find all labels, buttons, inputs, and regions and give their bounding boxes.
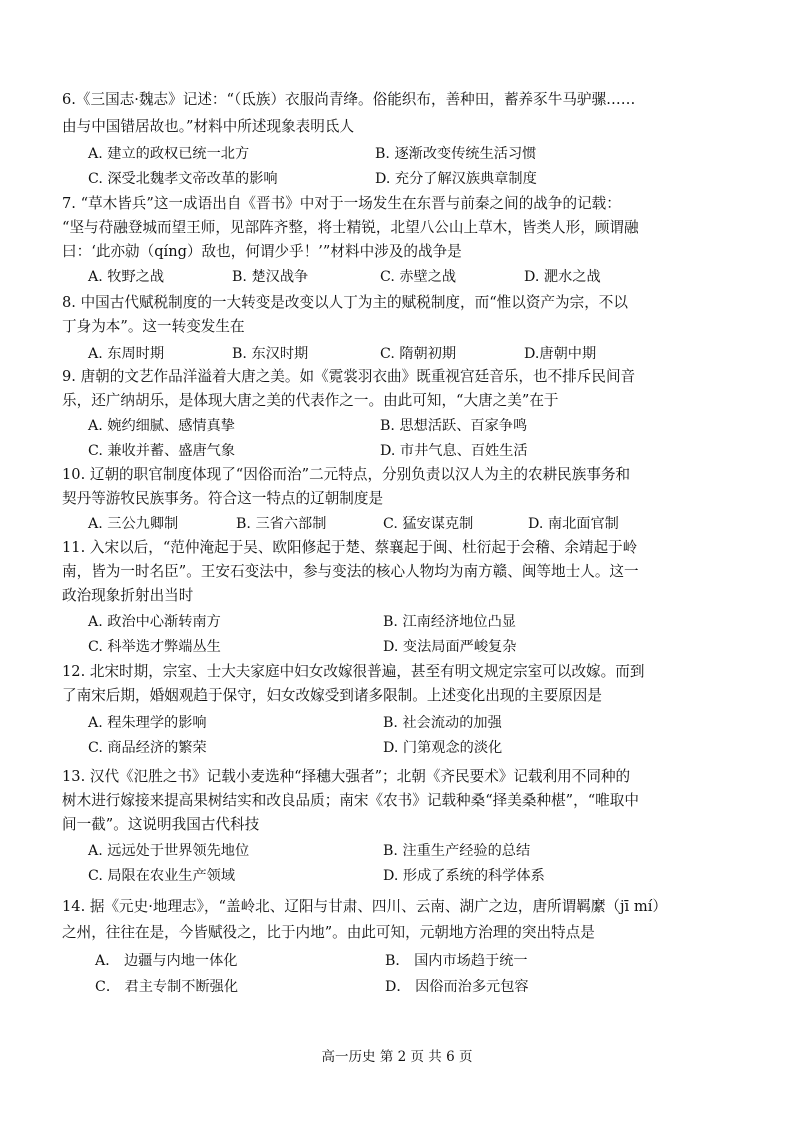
question-stem-line: 曰：‘此亦勍（qíng）敌也，何谓少乎！’”材料中涉及的战争是 [62,243,462,260]
question-stem-line: 了南宋后期，婚姻观趋于保守，妇女改嫁受到诸多限制。上述变化出现的主要原因是 [62,687,602,704]
question-stem-line: 南，皆为一时名臣”。王安石变法中，参与变法的核心人物均为南方赣、闽等地士人。这一 [62,563,639,580]
question-stem-line: 14. 据《元史·地理志》，“盖岭北、辽阳与甘肃、四川、云南、湖广之边，唐所谓羁縻（jī mí） [62,898,667,915]
option-b: B. 三省六部制 [236,516,327,532]
question-stem-line: 丁身为本”。这一转变发生在 [62,318,245,335]
question-stem-line: 乐，还广纳胡乐，是体现大唐之美的代表作之一。由此可知，“大唐之美”在于 [62,392,559,409]
question-stem-line: 9. 唐朝的文艺作品洋溢着大唐之美。如《霓裳羽衣曲》既重视宫廷音乐，也不排斥民间音 [62,368,636,385]
option-c: C. 商品经济的繁荣 [88,740,207,756]
option-a: A. 东周时期 [88,346,165,362]
option-d: D． 因俗而治多元包容 [385,979,529,995]
question-stem-line: 由与中国错居故也。”材料中所述现象表明氐人 [62,118,355,135]
option-a: A. 婉约细腻、感情真挚 [88,418,235,434]
question-stem-line: 间一截”。这说明我国古代科技 [62,816,260,833]
option-c: C. 科举选才弊端丛生 [88,639,221,655]
option-c: C． 君主专制不断强化 [95,979,239,995]
option-b: B. 东汉时期 [232,346,309,362]
option-a: A. 远远处于世界领先地位 [88,843,250,859]
option-b: B. 逐渐改变传统生活习惯 [375,146,537,162]
option-c: C. 猛安谋克制 [383,516,474,532]
option-d: D. 变法局面严峻复杂 [383,639,517,655]
option-b: B. 江南经济地位凸显 [383,614,516,630]
option-c: C. 赤壁之战 [380,269,457,285]
question-stem-line: 11. 入宋以后，“范仲淹起于吴、欧阳修起于楚、蔡襄起于闽、杜衍起于会稽、余靖起于岭 [62,539,638,556]
option-a: A. 牧野之战 [88,269,165,285]
question-stem-line: 12. 北宋时期，宗室、士大夫家庭中妇女改嫁很普遍，甚至有明文规定宗室可以改嫁。而到 [62,663,645,680]
option-a: A. 建立的政权已统一北方 [88,146,250,162]
option-a: A. 程朱理学的影响 [88,715,207,731]
option-d: D. 门第观念的淡化 [383,740,503,756]
page-footer: 高一历史 第 2 页 共 6 页 [321,1049,473,1065]
option-d: D. 形成了系统的科学体系 [383,868,545,884]
question-stem-line: 13. 汉代《氾胜之书》记载小麦选种“择穗大强者”；北朝《齐民要术》记载利用不同种的 [62,768,631,785]
question-stem-line: 6.《三国志·魏志》记述：“（氐族）衣服尚青绛。俗能织布，善种田，蓄养豕牛马驴骡…… [62,91,636,108]
question-stem-line: 树木进行嫁接来提高果树结实和改良品质；南宋《农书》记载种桑“择美桑种椹”，“唯取中 [62,792,639,809]
question-stem-line: 之州，往往在是，今皆赋役之，比于内地”。由此可知，元朝地方治理的突出特点是 [62,924,595,941]
option-a: A. 三公九卿制 [88,516,179,532]
option-d: D. 淝水之战 [524,269,601,285]
option-a: A. 政治中心渐转南方 [88,614,221,630]
question-stem-line: 契丹等游牧民族事务。符合这一特点的辽朝制度是 [62,490,384,507]
option-d: D. 市井气息、百姓生活 [380,443,528,459]
option-b: B． 国内市场趋于统一 [385,953,528,969]
option-c: C. 深受北魏孝文帝改革的影响 [88,171,278,187]
question-stem-line: “坚与苻融登城而望王师，见部阵齐整，将士精锐，北望八公山上草木，皆类人形，顾谓融 [62,219,639,236]
option-c: C. 局限在农业生产领域 [88,868,236,884]
question-stem-line: 8. 中国古代赋税制度的一大转变是改变以人丁为主的赋税制度，而“惟以资产为宗，不以 [62,294,628,311]
question-stem-line: 10. 辽朝的职官制度体现了“因俗而治”二元特点，分别负责以汉人为主的农耕民族事务和 [62,466,631,483]
option-b: B. 社会流动的加强 [383,715,502,731]
question-stem-line: 政治现象折射出当时 [62,587,194,604]
option-a: A． 边疆与内地一体化 [95,953,238,969]
option-d: D. 南北面官制 [528,516,619,532]
option-d: D. 充分了解汉族典章制度 [375,171,537,187]
question-stem-line: 7. “草木皆兵”这一成语出自《晋书》中对于一场发生在东晋与前秦之间的战争的记载： [62,195,621,212]
option-c: C. 兼收并蓄、盛唐气象 [88,443,236,459]
option-c: C. 隋朝初期 [380,346,457,362]
option-b: B. 注重生产经验的总结 [383,843,531,859]
option-d: D.唐朝中期 [524,346,597,362]
option-b: B. 楚汉战争 [232,269,309,285]
option-b: B. 思想活跃、百家争鸣 [380,418,528,434]
